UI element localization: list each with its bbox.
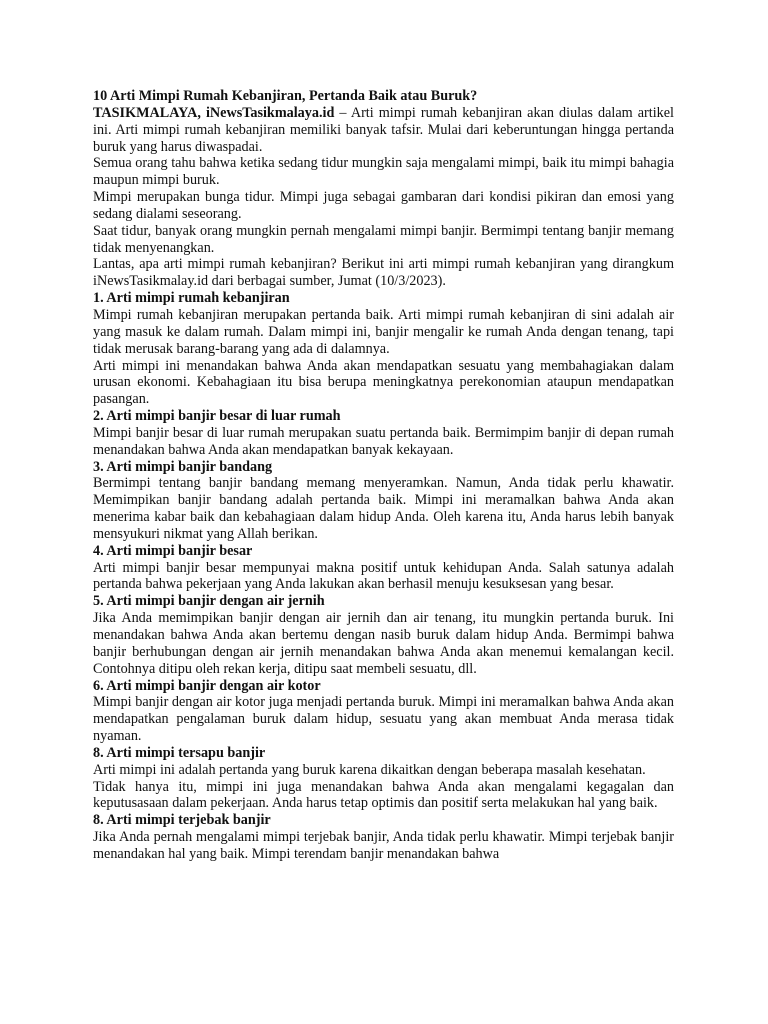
article-title: 10 Arti Mimpi Rumah Kebanjiran, Pertanda Baik atau Buruk? bbox=[93, 88, 478, 104]
section-heading: 6. Arti mimpi banjir dengan air kotor bbox=[93, 677, 321, 694]
section-heading: 4. Arti mimpi banjir besar bbox=[93, 542, 253, 559]
section-paragraph: Arti mimpi ini adalah pertanda yang buruk karena dikaitkan dengan beberapa masalah kesehatan. bbox=[93, 761, 646, 778]
lead-paragraph bbox=[93, 105, 674, 156]
section-paragraph: Jika Anda pernah mengalami mimpi terjebak banjir, Anda tidak perlu khawatir. Mimpi terjebak banjir menandakan hal yang baik. Mimpi terendam banjir menandakan bahwa bbox=[93, 829, 674, 862]
section-paragraph: Arti mimpi ini menandakan bahwa Anda akan mendapatkan sesuatu yang membahagiakan dalam urusan ekonomi. Kebahagiaan itu bisa berupa meningkatnya perekonomian ataupun mendapatkan pasangan. bbox=[93, 357, 674, 408]
intro-paragraph: Lantas, apa arti mimpi rumah kebanjiran? Berikut ini arti mimpi rumah kebanjiran yang dirangkum iNewsTasikmalay.id dari berbagai sumber, Jumat (10/3/2023). bbox=[93, 256, 674, 290]
dateline: TASIKMALAYA, iNewsTasikmalaya.id bbox=[93, 104, 335, 121]
section-heading: 8. Arti mimpi tersapu banjir bbox=[93, 744, 266, 761]
section-paragraph: Bermimpi tentang banjir bandang memang menyeramkan. Namun, Anda tidak perlu khawatir. Memimpikan banjir bandang adalah pertanda baik. Mimpi ini meramalkan bahwa Anda akan menerima kabar baik dan kebahagiaan dalam hidup Anda. Oleh karena itu, Anda harus lebih banyak mensyukuri nikmat yang Allah berikan. bbox=[93, 475, 674, 542]
section-paragraph: Mimpi banjir dengan air kotor juga menjadi pertanda buruk. Mimpi ini meramalkan bahwa Anda akan mendapatkan pengalaman buruk dalam hidup, sesuatu yang akan membuat Anda merasa tidak nyaman. bbox=[93, 694, 674, 745]
section-paragraph: Jika Anda memimpikan banjir dengan air jernih dan air tenang, itu mungkin pertanda buruk. Ini menandakan bahwa Anda akan bertemu dengan nasib buruk dalam hidup Anda. Bermimpi bahwa banjir berhubungan dengan air jernih menandakan bahwa Anda akan menemui kemalangan kecil. Contohnya ditipu oleh rekan kerja, ditipu saat membeli sesuatu, dll. bbox=[93, 610, 674, 677]
section-heading: 3. Arti mimpi banjir bandang bbox=[93, 458, 273, 475]
intro-paragraph: Saat tidur, banyak orang mungkin pernah mengalami mimpi banjir. Bermimpi tentang banjir memang tidak menyenangkan. bbox=[93, 222, 674, 256]
section-paragraph: Tidak hanya itu, mimpi ini juga menandakan bahwa Anda akan mengalami kegagalan dan keputusasaan dalam pekerjaan. Anda harus tetap optimis dan positif serta melakukan hal yang baik. bbox=[93, 778, 674, 812]
section-paragraph: Arti mimpi banjir besar mempunyai makna positif untuk kehidupan Anda. Salah satunya adalah pertanda bahwa pekerjaan yang Anda lakukan akan berhasil menuju kesuksesan yang besar. bbox=[93, 559, 674, 593]
section-heading: 8. Arti mimpi terjebak banjir bbox=[93, 812, 271, 829]
intro-paragraph: Mimpi merupakan bunga tidur. Mimpi juga sebagai gambaran dari kondisi pikiran dan emosi yang sedang dialami seseorang. bbox=[93, 189, 674, 222]
article-page bbox=[93, 88, 674, 863]
lead-text: – Arti mimpi rumah kebanjiran akan diulas dalam artikel ini. Arti mimpi rumah kebanjiran memiliki banyak tafsir. Mulai dari keberuntungan hingga pertanda buruk yang harus diwaspadai. bbox=[93, 104, 674, 155]
section-paragraph: Mimpi banjir besar di luar rumah merupakan suatu pertanda baik. Bermimpim banjir di depan rumah menandakan bahwa Anda akan mendapatkan banyak kekayaan. bbox=[93, 424, 674, 458]
intro-paragraph: Semua orang tahu bahwa ketika sedang tidur mungkin saja mengalami mimpi, baik itu mimpi bahagia maupun mimpi buruk. bbox=[93, 155, 674, 189]
section-heading: 1. Arti mimpi rumah kebanjiran bbox=[93, 290, 290, 307]
section-heading: 5. Arti mimpi banjir dengan air jernih bbox=[93, 593, 325, 610]
section-heading: 2. Arti mimpi banjir besar di luar rumah bbox=[93, 408, 341, 425]
section-paragraph: Mimpi rumah kebanjiran merupakan pertanda baik. Arti mimpi rumah kebanjiran di sini adalah air yang masuk ke dalam rumah. Dalam mimpi ini, banjir mengalir ke rumah Anda dengan tenang, tapi tidak merusak barang-barang yang ada di dalamnya. bbox=[93, 306, 674, 357]
